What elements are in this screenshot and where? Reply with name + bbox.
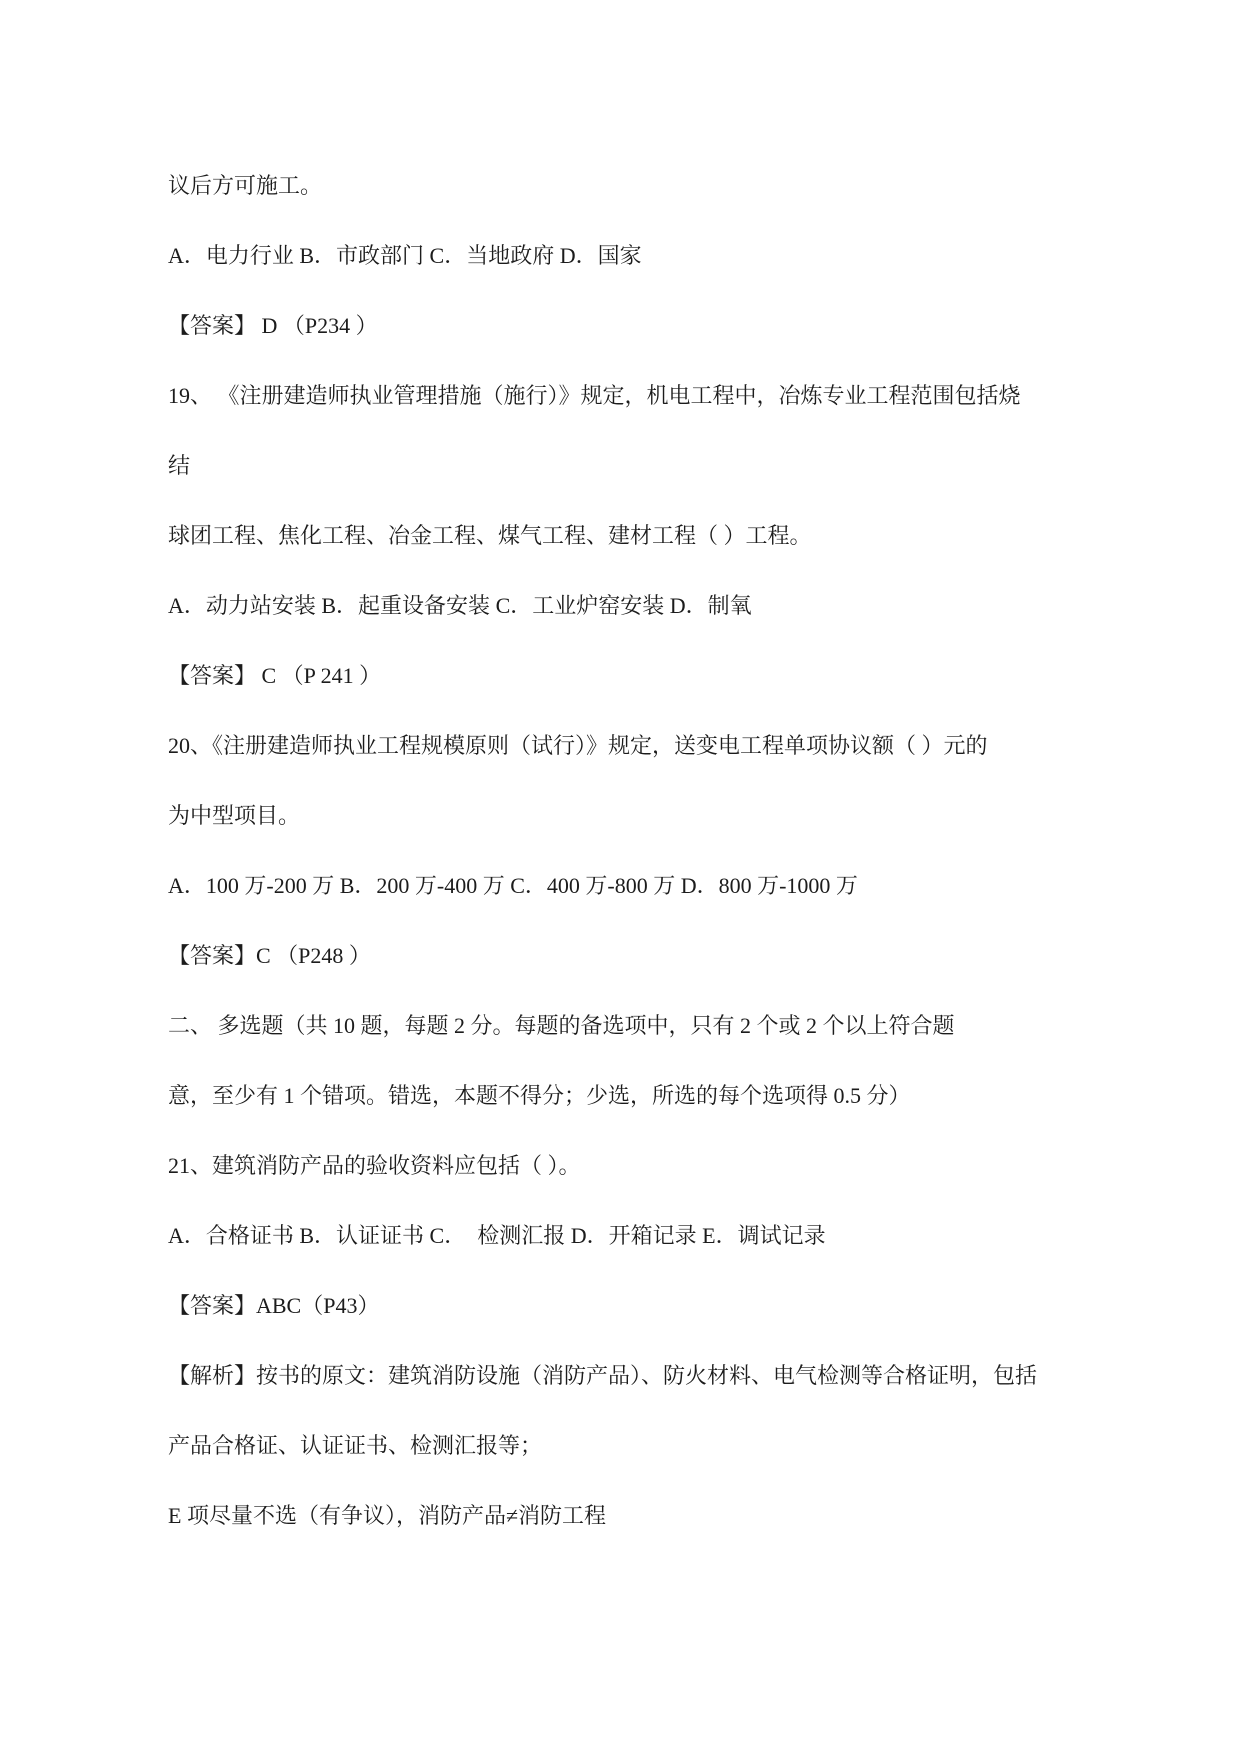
q21-stem: 21、建筑消防产品的验收资料应包括（ ）。 xyxy=(168,1153,581,1178)
q21-analysis-line-2: 产品合格证、认证证书、检测汇报等； xyxy=(168,1433,543,1458)
q19-answer: 【答案】 C （P 241 ） xyxy=(168,663,382,688)
multi-choice-section-header-line-2: 意，至少有 1 个错项。错选，本题不得分；少选，所选的每个选项得 0.5 分） xyxy=(168,1083,911,1108)
q20-stem-line-2: 为中型项目。 xyxy=(168,803,301,828)
q20-answer: 【答案】C （P248 ） xyxy=(168,943,371,968)
q18-answer: 【答案】 D （P234 ） xyxy=(168,313,378,338)
q20-options: A．100 万-200 万 B．200 万-400 万 C．400 万-800 万 D．800 万-1000 万 xyxy=(168,873,858,898)
q19-stem-line-3: 球团工程、焦化工程、冶金工程、煤气工程、建材工程（ ）工程。 xyxy=(168,523,812,548)
q19-stem-line-1: 19、 《注册建造师执业管理措施（施行）》规定，机电工程中，冶炼专业工程范围包括烧 xyxy=(168,383,1021,408)
q18-stem-tail: 议后方可施工。 xyxy=(168,173,323,198)
q21-options: A．合格证书 B．认证证书 C． 检测汇报 D．开箱记录 E．调试记录 xyxy=(168,1223,826,1248)
q18-options: A．电力行业 B．市政部门 C．当地政府 D．国家 xyxy=(168,243,642,268)
q21-answer: 【答案】ABC（P43） xyxy=(168,1293,380,1318)
multi-choice-section-header-line-1: 二、 多选题（共 10 题，每题 2 分。每题的备选项中，只有 2 个或 2 个以上符合题 xyxy=(168,1013,955,1038)
q20-stem-line-1: 20、《注册建造师执业工程规模原则（试行）》规定，送变电工程单项协议额（ ）元的 xyxy=(168,733,988,758)
q19-stem-line-2: 结 xyxy=(168,453,191,478)
q21-analysis-line-1: 【解析】按书的原文：建筑消防设施（消防产品）、防火材料、电气检测等合格证明，包括 xyxy=(168,1363,1038,1388)
document-body xyxy=(168,151,1108,1551)
q21-analysis-line-3: E 项尽量不选（有争议），消防产品≠消防工程 xyxy=(168,1503,607,1528)
q19-options: A．动力站安装 B．起重设备安装 C．工业炉窑安装 D．制氧 xyxy=(168,593,752,618)
